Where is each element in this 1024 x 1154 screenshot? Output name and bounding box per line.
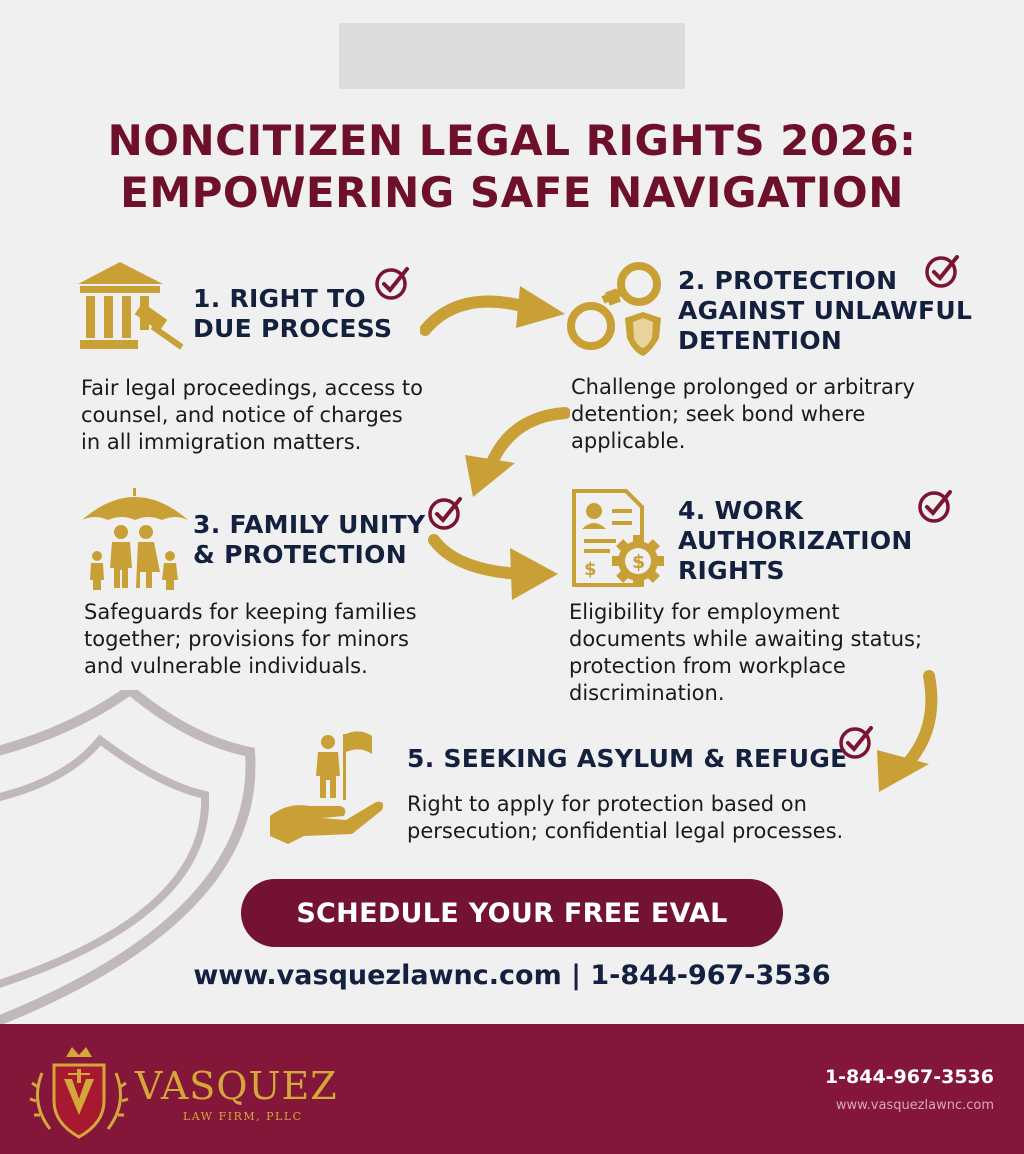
right-3-desc-line: together; provisions for minors xyxy=(84,627,409,651)
brand-subtitle: LAW FIRM, PLLC xyxy=(183,1110,303,1123)
right-5-description xyxy=(407,791,843,845)
right-2-heading-line: 2. PROTECTION xyxy=(678,266,898,295)
right-4-desc-line: protection from workplace xyxy=(569,654,846,678)
right-3-heading xyxy=(193,510,425,570)
right-2-desc-line: detention; seek bond where xyxy=(571,402,866,426)
right-3-desc-line: Safeguards for keeping families xyxy=(84,600,417,624)
right-1-desc-line: Fair legal proceedings, access to xyxy=(81,376,423,400)
right-1-desc-line: counsel, and notice of charges xyxy=(81,403,403,427)
svg-text:$: $ xyxy=(632,551,646,573)
right-1-heading-line: DUE PROCESS xyxy=(193,314,393,343)
check-circle-icon xyxy=(427,495,463,531)
right-3-heading-line: 3. FAMILY UNITY xyxy=(193,510,426,539)
right-4-desc-line: discrimination. xyxy=(569,681,725,705)
check-circle-icon xyxy=(924,253,960,289)
footer-phone[interactable]: 1-844-967-3536 xyxy=(824,1066,994,1088)
right-5-heading-line: 5. SEEKING ASYLUM & REFUGE xyxy=(407,744,848,773)
document-gear-icon xyxy=(570,487,675,589)
brand-name: VASQUEZ xyxy=(135,1064,338,1108)
check-circle-icon xyxy=(838,724,874,760)
footer-url[interactable]: www.vasquezlawnc.com xyxy=(835,1098,994,1113)
svg-text:$: $ xyxy=(584,559,597,580)
right-4-heading xyxy=(678,496,913,586)
right-4-desc-line: documents while awaiting status; xyxy=(569,627,923,651)
courthouse-gavel-icon xyxy=(78,262,188,362)
right-3-heading-line: & PROTECTION xyxy=(193,540,407,569)
right-3-desc-line: and vulnerable individuals. xyxy=(84,654,368,678)
right-2-desc-line: applicable. xyxy=(571,429,686,453)
right-5-heading xyxy=(407,744,848,774)
right-2-desc-line: Challenge prolonged or arbitrary xyxy=(571,375,915,399)
right-2-heading-line: AGAINST UNLAWFUL xyxy=(678,296,973,325)
check-circle-icon xyxy=(917,488,953,524)
right-1-desc-line: in all immigration matters. xyxy=(81,430,362,454)
right-4-description xyxy=(569,599,922,707)
contact-line: www.vasquezlawnc.com | 1-844-967-3536 xyxy=(193,960,831,991)
hand-person-flag-icon xyxy=(268,728,388,844)
right-5-desc-line: Right to apply for protection based on xyxy=(407,792,807,816)
top-placeholder-bar xyxy=(339,23,685,89)
law-firm-crest-logo xyxy=(28,1043,130,1145)
right-5-desc-line: persecution; confidential legal processes. xyxy=(407,819,844,843)
arrow-right-icon xyxy=(420,278,570,338)
right-3-description xyxy=(84,599,417,680)
check-circle-icon xyxy=(374,265,410,301)
right-4-heading-line: RIGHTS xyxy=(678,556,785,585)
page-title-line-2: EMPOWERING SAFE NAVIGATION xyxy=(120,168,904,217)
right-4-heading-line: AUTHORIZATION xyxy=(678,526,913,555)
schedule-eval-button[interactable]: SCHEDULE YOUR FREE EVAL xyxy=(241,879,783,947)
right-4-desc-line: Eligibility for employment xyxy=(569,600,840,624)
right-1-heading xyxy=(193,284,392,344)
handcuffs-shield-icon xyxy=(563,260,673,360)
family-umbrella-icon xyxy=(78,484,193,592)
arrow-down-left-icon xyxy=(455,405,570,500)
right-2-heading-line: DETENTION xyxy=(678,326,843,355)
arrow-right-icon xyxy=(428,530,563,602)
right-2-description xyxy=(571,374,915,455)
arrow-down-left-icon xyxy=(873,668,948,796)
right-4-heading-line: 4. WORK xyxy=(678,496,804,525)
right-1-description xyxy=(81,375,423,456)
right-1-heading-line: 1. RIGHT TO xyxy=(193,284,366,313)
page-title-line-1: NONCITIZEN LEGAL RIGHTS 2026: xyxy=(107,116,917,165)
